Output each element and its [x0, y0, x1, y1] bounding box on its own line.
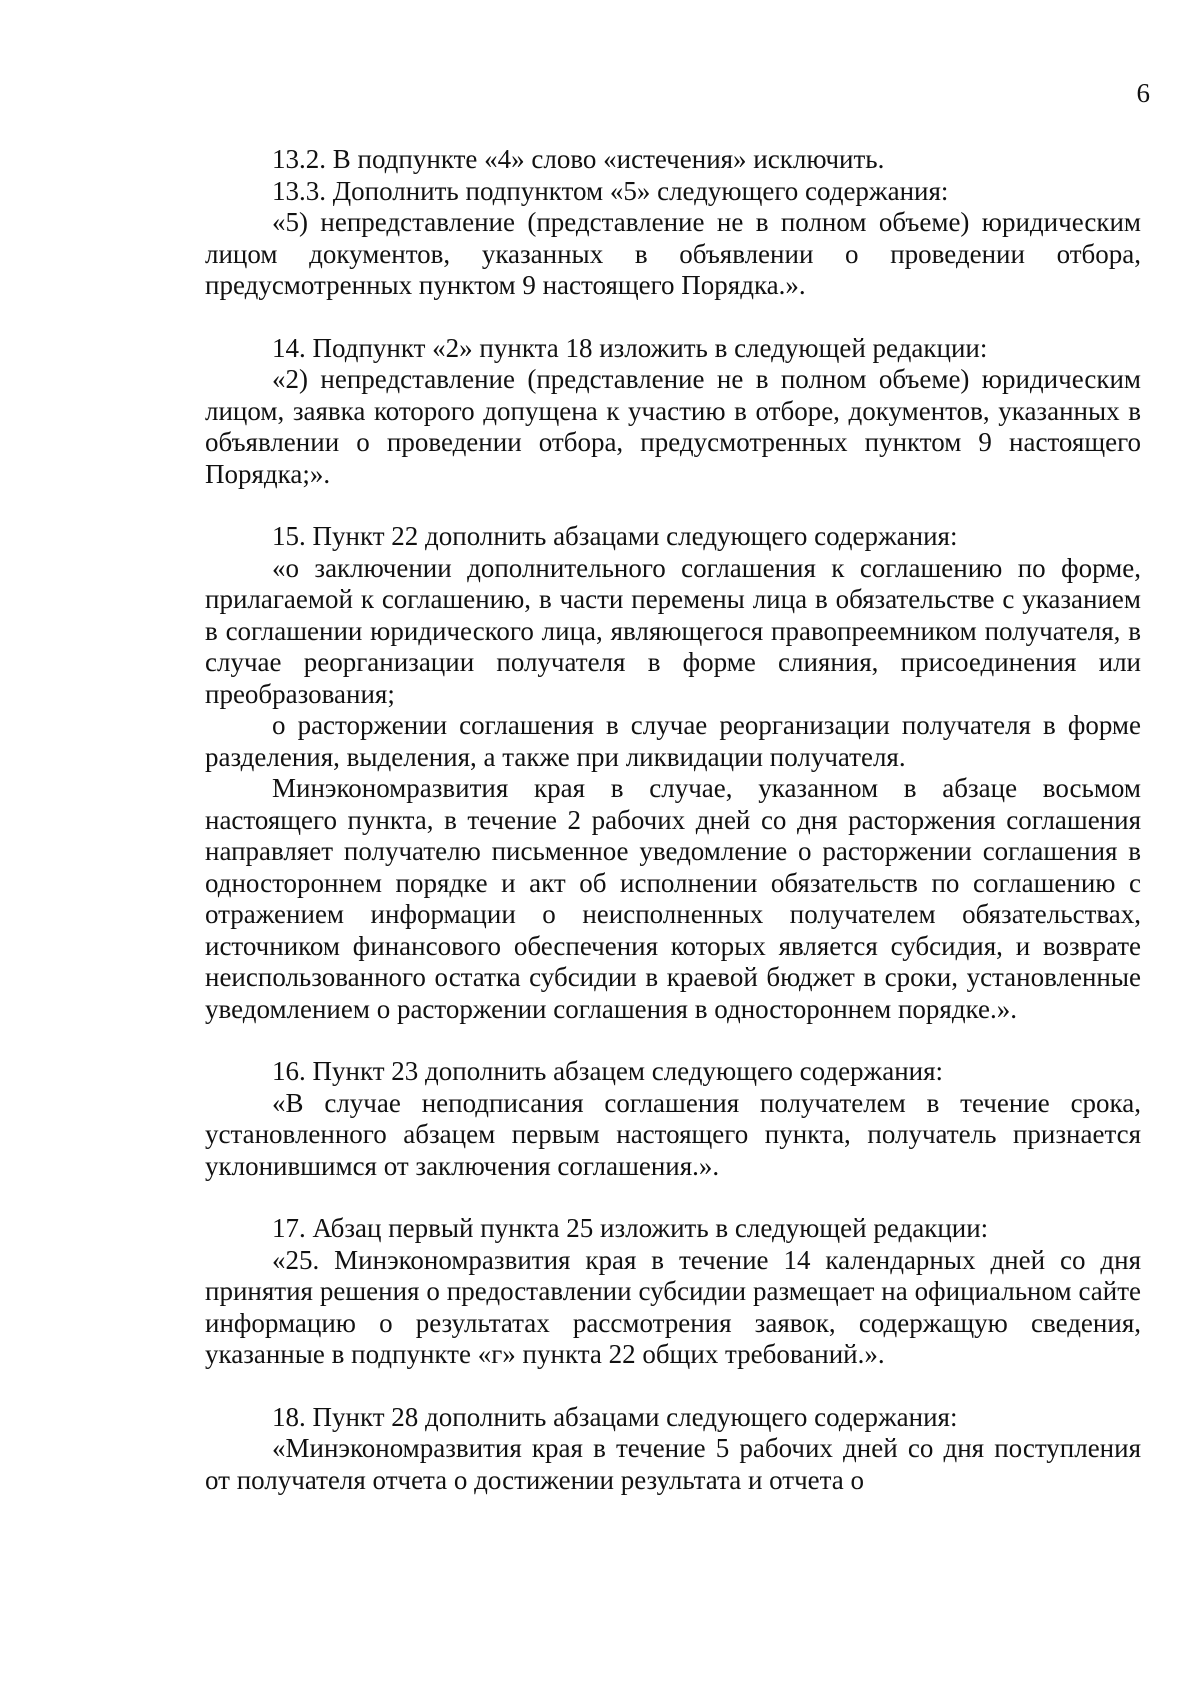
- paragraph-15: 15. Пункт 22 дополнить абзацами следующего содержания:: [272, 521, 958, 551]
- paragraph-13-3: 13.3. Дополнить подпунктом «5» следующего содержания:: [272, 175, 949, 206]
- quoted-subparagraph-5: «5) непредставление (представление не в полном объеме) юридическим лицом документов, указанных в объявлении о проведении отбора, предусмотренных пунктом 9 настоящего Порядка.».: [205, 207, 1141, 300]
- paragraph-14: 14. Подпункт «2» пункта 18 изложить в следующей редакции:: [272, 332, 988, 363]
- quoted-ministry-notice: Минэкономразвития края в случае, указанном в абзаце восьмом настоящего пункта, в течение 2 рабочих дней со дня расторжения соглашения направляет получателю письменное уведомление о расторжении соглашения в одностороннем порядке и акт об исполнении обязательств по соглашению с отражением информации о неисполненных получателем обязательствах, источником финансового обеспечения которых является субсидия, и возврате неиспользованного остатка субсидии в краевой бюджет в сроки, установленные уведомлением о расторжении соглашения в одностороннем порядке.».: [205, 773, 1141, 1024]
- quoted-non-signing: «В случае неподписания соглашения получателем в течение срока, установленного абзацем первым настоящего пункта, получатель признается уклонившимся от заключения соглашения.».: [205, 1087, 1141, 1181]
- quoted-subparagraph-2: «2) непредставление (представление не в полном объеме) юридическим лицом, заявка которого допущена к участию в отборе, документов, указанных в объявлении о проведении отбора, предусмотренных пунктом 9 настоящего Порядка;».: [205, 364, 1141, 489]
- quoted-additional-agreement: «о заключении дополнительного соглашения к соглашению по форме, прилагаемой к соглашению, в части перемены лица в обязательстве с указанием в соглашении юридического лица, являющегося правопреемником получателя, в случае реорганизации получателя в форме слияния, присоединения или преобразования;: [205, 552, 1141, 709]
- paragraph-13-2: 13.2. В подпункте «4» слово «истечения» исключить.: [272, 144, 885, 174]
- document-body: [205, 144, 1141, 1496]
- quoted-point-25: «25. Минэкономразвития края в течение 14 календарных дней со дня принятия решения о предоставлении субсидии размещает на официальном сайте информацию о результатах рассмотрения заявок, содержащую сведения, указанные в подпункте «г» пункта 22 общих требований.».: [205, 1244, 1141, 1369]
- paragraph-16: 16. Пункт 23 дополнить абзацем следующего содержания:: [272, 1056, 944, 1086]
- paragraph-17: 17. Абзац первый пункта 25 изложить в следующей редакции:: [272, 1213, 989, 1243]
- paragraph-18: 18. Пункт 28 дополнить абзацами следующего содержания:: [272, 1401, 958, 1432]
- page-number: 6: [1136, 78, 1150, 108]
- quoted-point-28-start: «Минэкономразвития края в течение 5 рабочих дней со дня поступления от получателя отчета о достижении результата и отчета о: [205, 1433, 1141, 1495]
- quoted-termination: о расторжении соглашения в случае реорганизации получателя в форме разделения, выделения, а также при ликвидации получателя.: [205, 710, 1141, 772]
